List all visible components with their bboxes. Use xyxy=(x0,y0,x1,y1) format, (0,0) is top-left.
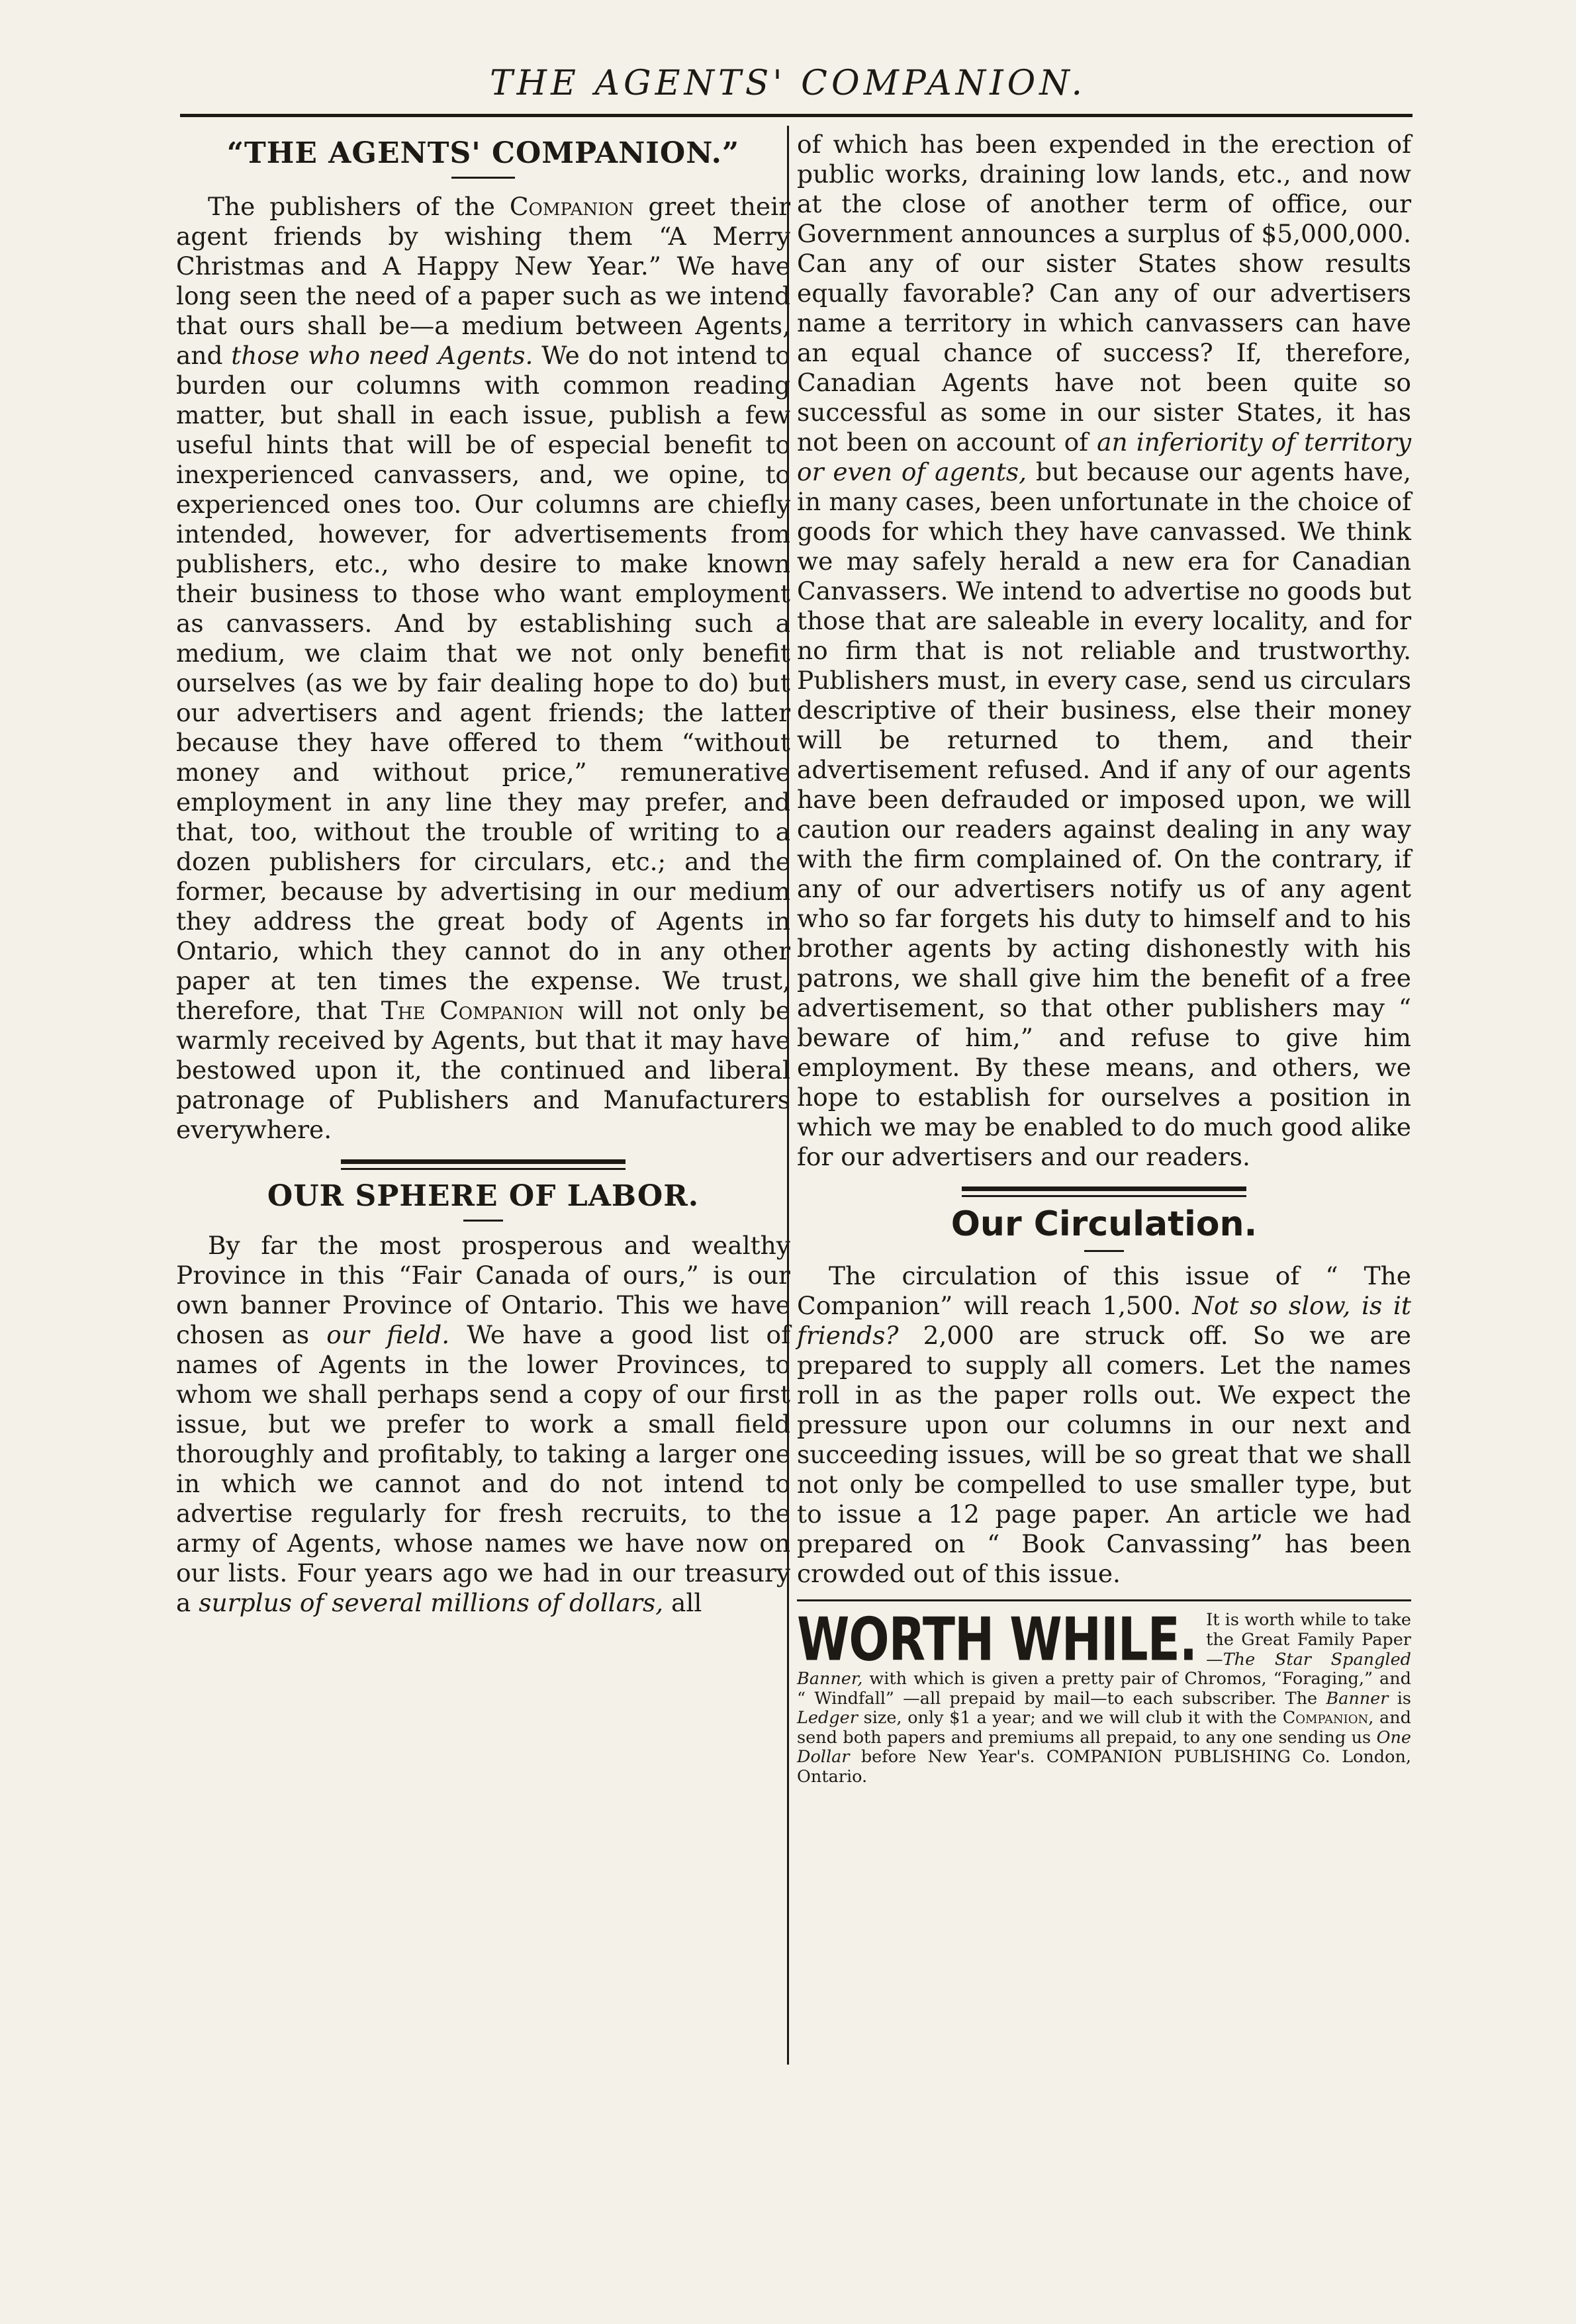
sphere-rule xyxy=(463,1220,503,1222)
intro-text-5: We do not intend to burden our columns with common reading matter, but shall in each issue, publish a few useful hints that will be of especial benefit to inexperienced canvassers, and, we opine, to experienced ones too. Our columns are chiefly intended, however, for advertisements from publishers, etc., who desire to make known their business to those who want employment as canvassers. And by establishing such a medium, we claim that we not only benefit ourselves (as we by fair dealing hope to do) but our advertisers and agent friends; the latter because they have offered to them “without money and without price,” remunerative employment in any line they may prefer, and that, too, without the trouble of writing to a dozen publishers for circulars, etc.; and the former, because by advertising in our medium they address the great body of Agents in Ontario, which they cannot do in any other paper at ten times the expense. We trust, therefore, that xyxy=(176,340,791,1025)
intro-paragraph xyxy=(176,192,790,1145)
heading-rule xyxy=(451,177,515,179)
circulation-rule xyxy=(1084,1250,1124,1252)
ad-text-11: before New Year's. COMPANION PUBLISHING Co. London, Ontario. xyxy=(797,1747,1411,1787)
ad-text-7: size, only $1 a year; and we will club it with the xyxy=(857,1708,1283,1728)
right-column xyxy=(797,130,1411,1787)
intro-text-1: The publishers of the xyxy=(208,191,510,221)
sphere-paragraph xyxy=(176,1231,790,1618)
left-column xyxy=(176,130,790,1618)
agents-companion-heading: “THE AGENTS' COMPANION.” xyxy=(226,136,740,170)
ad-text-9: , and send both papers and premiums all prepaid, to any one sending us xyxy=(797,1708,1411,1748)
header-rule xyxy=(180,114,1413,117)
continued-text-3: but because our agents have, in many cases, been unfortunate in the choice of goods for which they have canvassed. We think we may safely herald a new era for Canadian Canvassers. We intend to advertise no goods but those that are saleable in every locality, and for no firm that is not reliable and trustworthy. Publishers must, in every case, send us circulars descriptive of their business, else their money will be returned to them, and their advertisement refused. And if any of our agents have been defrauded or imposed upon, we will caution our readers against dealing in any way with the firm complained of. On the contrary, if any of our advertisers notify us of any agent who so far forgets his duty to himself and to his brother agents by acting dishonestly with his patrons, we shall give him the benefit of a free advertisement, so that other publishers may “ beware of him,” and refuse to give him employment. By these means, and others, we hope to establish for ourselves a position in which we may be enabled to do much good alike for our advertisers and our readers. xyxy=(797,457,1411,1171)
circulation-heading: Our Circulation. xyxy=(950,1204,1258,1244)
circulation-paragraph xyxy=(797,1261,1411,1589)
ad-one-dollar: One Dollar xyxy=(797,1727,1411,1767)
advertisement-rule xyxy=(797,1599,1411,1601)
ad-banner: Banner xyxy=(1326,1688,1389,1709)
ad-text-5: is xyxy=(1388,1688,1411,1709)
section-double-rule xyxy=(341,1159,626,1170)
intro-companion-name: Companion xyxy=(509,191,634,221)
ad-headline: WORTH WHILE. xyxy=(797,1605,1197,1675)
ad-companion: Companion xyxy=(1282,1708,1369,1728)
sphere-text-1: By far the most prosperous and wealthy Province in this “Fair Canada of ours,” is our own banner Province of Ontario. This we have chosen as xyxy=(176,1230,790,1349)
circulation-emphasis: Not so slow, is it friends? xyxy=(797,1291,1411,1351)
circulation-double-rule xyxy=(962,1186,1246,1197)
sphere-our-field: our field. xyxy=(326,1319,450,1349)
ad-text-3: with which is given a pretty pair of Chromos, “Foraging,” and “ Windfall” —all prepaid by mail—to each subscriber. The xyxy=(797,1669,1411,1709)
circulation-text-1: The circulation of this issue of “ The Companion” will reach 1,500. xyxy=(797,1261,1411,1321)
ad-text-1: It is worth while to take the Great Family Paper— xyxy=(1206,1610,1411,1670)
intro-text-3: greet their agent friends by wishing them “A Merry Christmas and A Happy New Year.” We have long seen the need of a paper such as we intend that ours shall be—a medium between Agents, and xyxy=(176,191,790,370)
continued-emphasis: an inferiority of territory or even of agents, xyxy=(797,427,1412,486)
intro-text-7: will not only be warmly received by Agents, but that it may have bestowed upon it, the continued and liberal patronage of Publishers and Manufacturers everywhere. xyxy=(176,995,791,1144)
running-header: THE AGENTS' COMPANION. xyxy=(489,64,1086,103)
ad-ledger: Ledger xyxy=(797,1708,858,1728)
continued-paragraph xyxy=(797,130,1411,1172)
sphere-surplus: surplus of several millions of dollars, xyxy=(199,1587,664,1617)
sphere-text-5: all xyxy=(663,1587,702,1617)
intro-companion-name-2: The Companion xyxy=(381,995,564,1025)
intro-emphasis: those who need Agents. xyxy=(231,340,533,370)
continued-text-1: of which has been expended in the erection of public works, draining low lands, etc., and now at the close of another term of office, our Government announces a surplus of $5,000,000. Can any of our sister States show results equally favorable? Can any of our advertisers name a territory in which canvassers can have an equal chance of success? If, therefore, Canadian Agents have not been quite so successful as some in our sister States, it has not been on account of xyxy=(797,130,1411,457)
sphere-heading: OUR SPHERE OF LABOR. xyxy=(267,1179,700,1213)
ad-banner-title: The Star Spangled Banner, xyxy=(797,1649,1411,1689)
sphere-text-3: We have a good list of names of Agents in the lower Provinces, to whom we shall perhaps send a copy of our first issue, but we prefer to work a small field thoroughly and profitably, to taking a larger one in which we cannot and do not intend to advertise regularly for fresh recruits, to the army of Agents, whose names we have now on our lists. Four years ago we had in our treasury a xyxy=(176,1319,791,1617)
circulation-text-3: 2,000 are struck off. So we are prepared to supply all comers. Let the names roll in as the paper rolls out. We expect the pressure upon our columns in our next and succeeding issues, will be so great that we shall not only be compelled to use smaller type, but to issue a 12 page paper. An article we had prepared on “ Book Canvassing” has been crowded out of this issue. xyxy=(797,1321,1411,1589)
worth-while-advertisement xyxy=(797,1605,1411,1787)
